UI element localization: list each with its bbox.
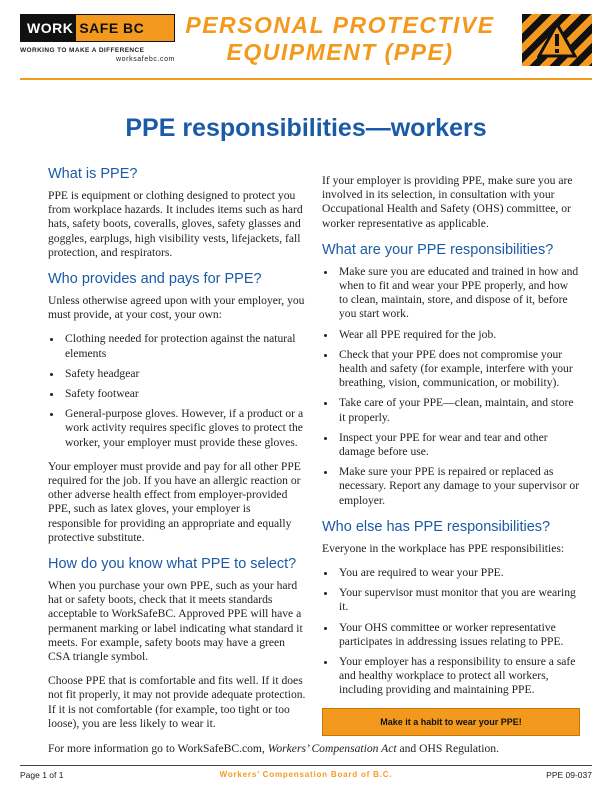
logo-safe-text: SAFE BC	[76, 15, 174, 41]
footer-organization: Workers’ Compensation Board of B.C.	[219, 770, 393, 779]
document-code: PPE 09-037	[546, 770, 592, 780]
paragraph: Your employer must provide and pay for all other PPE required for the job. If you have an allergic reaction or other adverse health effect from employer-provided PPE, such as latex gloves, your employer is responsible for providing an appropriate and equally protective substitute.	[48, 459, 301, 544]
header-title-line2: EQUIPMENT (PPE)	[226, 39, 454, 65]
list-item: • Your OHS committee or worker representative participates in addressing issues relating to PPE.	[337, 621, 580, 649]
bullet-list	[48, 332, 306, 449]
list-item: • General-purpose gloves. However, if a product or a work activity requires specific gloves to protect the worker, your employer must provide these gloves.	[63, 407, 306, 450]
section-heading-your-responsibilities: What are your PPE responsibilities?	[322, 241, 554, 258]
paragraph: Everyone in the workplace has PPE responsibilities:	[322, 541, 565, 555]
list-item: • Take care of your PPE—clean, maintain, and store it properly.	[337, 396, 580, 424]
list-item: • Inspect your PPE for wear and tear and other damage before use.	[337, 431, 580, 459]
page-number: Page 1 of 1	[20, 770, 64, 780]
list-item: • Your supervisor must monitor that you are wearing it.	[337, 586, 580, 614]
list-item: • Check that your PPE does not compromise your health and safety (for example, interfere with your breathing, vision, communication, or mobility).	[337, 348, 580, 391]
list-item: • Safety footwear	[63, 387, 306, 401]
worksafebc-logo	[20, 14, 175, 64]
more-info-line	[48, 742, 499, 755]
more-info-suffix: and OHS Regulation.	[396, 742, 499, 755]
page-title: PPE responsibilities—workers	[125, 114, 487, 142]
header-divider	[20, 78, 592, 80]
callout-banner: Make it a habit to wear your PPE!	[322, 708, 580, 736]
section-heading-what-is-ppe: What is PPE?	[48, 166, 138, 182]
logo-url: worksafebc.com	[116, 56, 175, 63]
logo-work-text: WORK	[21, 15, 76, 41]
list-item: • Your employer has a responsibility to ensure a safe and healthy workplace to protect all workers, including providing and maintaining PPE.	[337, 655, 580, 698]
header-title	[180, 12, 500, 66]
list-item: • Make sure you are educated and trained in how and when to fit and wear your PPE properly, and how to clean, maintain, store, and dispose of it, before you start work.	[337, 265, 580, 322]
section-heading-who-else: Who else has PPE responsibilities?	[322, 518, 551, 535]
more-info-prefix: For more information go to WorkSafeBC.com,	[48, 742, 268, 755]
warning-triangle-icon	[522, 14, 592, 66]
bullet-list	[322, 265, 580, 508]
left-column	[48, 165, 306, 741]
paragraph: Choose PPE that is comfortable and fits well. If it does not fit properly, it may not provide adequate protection. If it is not comfortable (for example, too tight or too loose), you are less likely to wear it.	[48, 674, 306, 730]
paragraph: If your employer is providing PPE, make sure you are involved in its selection, in consultation with your Occupational Health and Safety (OHS) committee, or worker representative as applicable.	[322, 174, 573, 230]
bullet-list	[322, 566, 580, 698]
list-item: • Make sure your PPE is repaired or replaced as necessary. Report any damage to your supervisor or employer.	[337, 465, 580, 508]
list-item: • Clothing needed for protection against the natural elements	[63, 332, 306, 360]
logo-wordmark	[20, 14, 175, 42]
section-heading-who-provides: Who provides and pays for PPE?	[48, 271, 262, 288]
logo-tagline: WORKING TO MAKE A DIFFERENCE	[20, 47, 145, 54]
more-info-act: Workers’ Compensation Act	[267, 742, 397, 755]
list-item: • Safety headgear	[63, 367, 306, 381]
header-title-line1: PERSONAL PROTECTIVE	[185, 12, 495, 38]
section-heading-how-to-select: How do you know what PPE to select?	[48, 556, 297, 573]
list-item: • Wear all PPE required for the job.	[337, 328, 580, 342]
list-item: • You are required to wear your PPE.	[337, 566, 580, 580]
paragraph: PPE is equipment or clothing designed to protect you from workplace hazards. It includes items such as hard hats, safety boots, coveralls, gloves, safety glasses and goggles, earplugs, high visibility vests, lifejackets, fall protection, and respirators.	[48, 189, 303, 259]
paragraph: When you purchase your own PPE, such as your hard hat or safety boots, check that it meets standards acceptable to WorkSafeBC. Approved PPE will have a permanent marking or label indicating what standard it meets. For example, safety boots may have a green CSA triangle symbol.	[48, 579, 303, 664]
footer-divider	[20, 765, 592, 766]
right-column	[322, 174, 580, 736]
paragraph: Unless otherwise agreed upon with your employer, you must provide, at your cost, your own:	[48, 294, 305, 322]
